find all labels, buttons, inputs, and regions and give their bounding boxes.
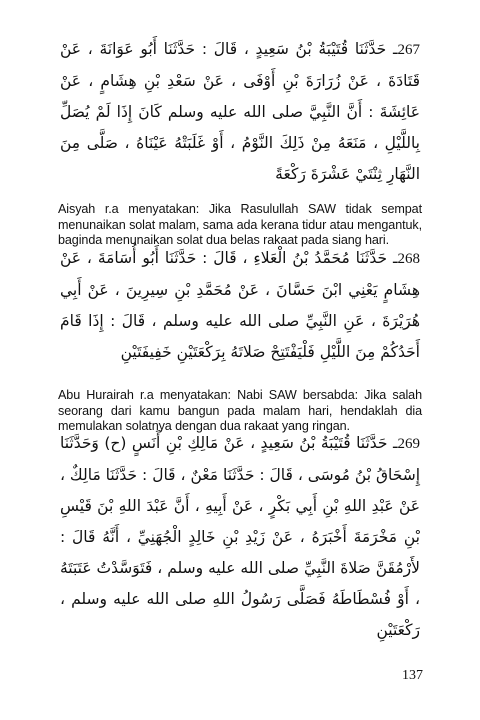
- hadith-269-text: ـ حَدَّثَنَا قُتَيْبَةُ بْنُ سَعِيدٍ ، عَنْ مَالِكِ بْنِ أَنَسٍ (ح) وَحَدَّثَنَا إِسْحَاقُ بْنُ مُوسَى ، قَالَ : حَدَّثَنَا مَعْنٌ ، قَالَ : حَدَّثَنَا مَالِكٌ ، عَنْ عَبْدِ اللهِ بْنِ أَبِي بَكْرٍ ، عَنْ أَبِيهِ ، أَنَّ عَبْدَ اللهِ بْنَ قَيْسِ بْنِ مَخْرَمَةَ أَخْبَرَهُ ، عَنْ زَيْدِ بْنِ خَالِدٍ الْجُهَنِيِّ ، أَنَّهُ قَالَ : لأَرْمُقَنَّ صَلاةَ النَّبِيِّ صلى الله عليه وسلم ، فَتَوَسَّدْتُ عَتَبَتَهُ ، أَوْ فُسْطَاطَهُ فَصَلَّى رَسُولُ اللهِ صلى الله عليه وسلم ، رَكْعَتَيْنِ: [60, 434, 420, 639]
- hadith-267-arabic: [60, 34, 420, 190]
- hadith-267-translation: Aisyah r.a menyatakan: Jika Rasulullah SAW tidak sempat menunaikan solat malam, sama ada kerana tidur atau mengantuk, baginda menunaikan solat dua belas rakaat pada siang hari.: [58, 202, 422, 247]
- hadith-268-number: 268: [397, 251, 420, 267]
- hadith-268-arabic: [60, 243, 420, 368]
- hadith-269-number: 269: [397, 436, 420, 452]
- hadith-267-text: ـ حَدَّثَنَا قُتَيْبَةُ بْنُ سَعِيدٍ ، قَالَ : حَدَّثَنَا أَبُو عَوَانَةَ ، عَنْ قَتَادَةَ ، عَنْ زُرَارَةَ بْنِ أَوْفَى ، عَنْ سَعْدِ بْنِ هِشَامٍ ، عَنْ عَائِشَةَ : أَنَّ النَّبِيَّ صلى الله عليه وسلم كَانَ إِذَا لَمْ يُصَلِّ بِاللَّيْلِ ، مَنَعَهُ مِنْ ذَلِكَ النَّوْمُ ، أَوْ غَلَبَتْهُ عَيْنَاهُ ، صَلَّى مِنَ النَّهَارِ ثِنْتَيْ عَشْرَةَ رَكْعَةً: [60, 40, 420, 183]
- hadith-268-translation: Abu Hurairah r.a menyatakan: Nabi SAW bersabda: Jika salah seorang dari kamu bangun pada malam hari, hendaklah dia memulakan solatnya dengan dua rakaat yang ringan.: [58, 388, 422, 433]
- hadith-267-number: 267: [397, 42, 420, 58]
- hadith-269-arabic: [60, 428, 420, 646]
- page-number: 137: [402, 668, 423, 683]
- hadith-268-text: ـ حَدَّثَنَا مُحَمَّدُ بْنُ الْعَلاءِ ، قَالَ : حَدَّثَنَا أَبُو أُسَامَةَ ، عَنْ هِشَامٍ يَعْنِي ابْنَ حَسَّانَ ، عَنْ مُحَمَّدِ بْنِ سِيرِينَ ، عَنْ أَبِي هُرَيْرَةَ ، عَنِ النَّبِيِّ صلى الله عليه وسلم ، قَالَ : إِذَا قَامَ أَحَدُكُمْ مِنَ اللَّيْلِ فَلْيَفْتَتِحْ صَلاتَهُ بِرَكْعَتَيْنِ خَفِيفَتَيْنِ: [60, 249, 420, 361]
